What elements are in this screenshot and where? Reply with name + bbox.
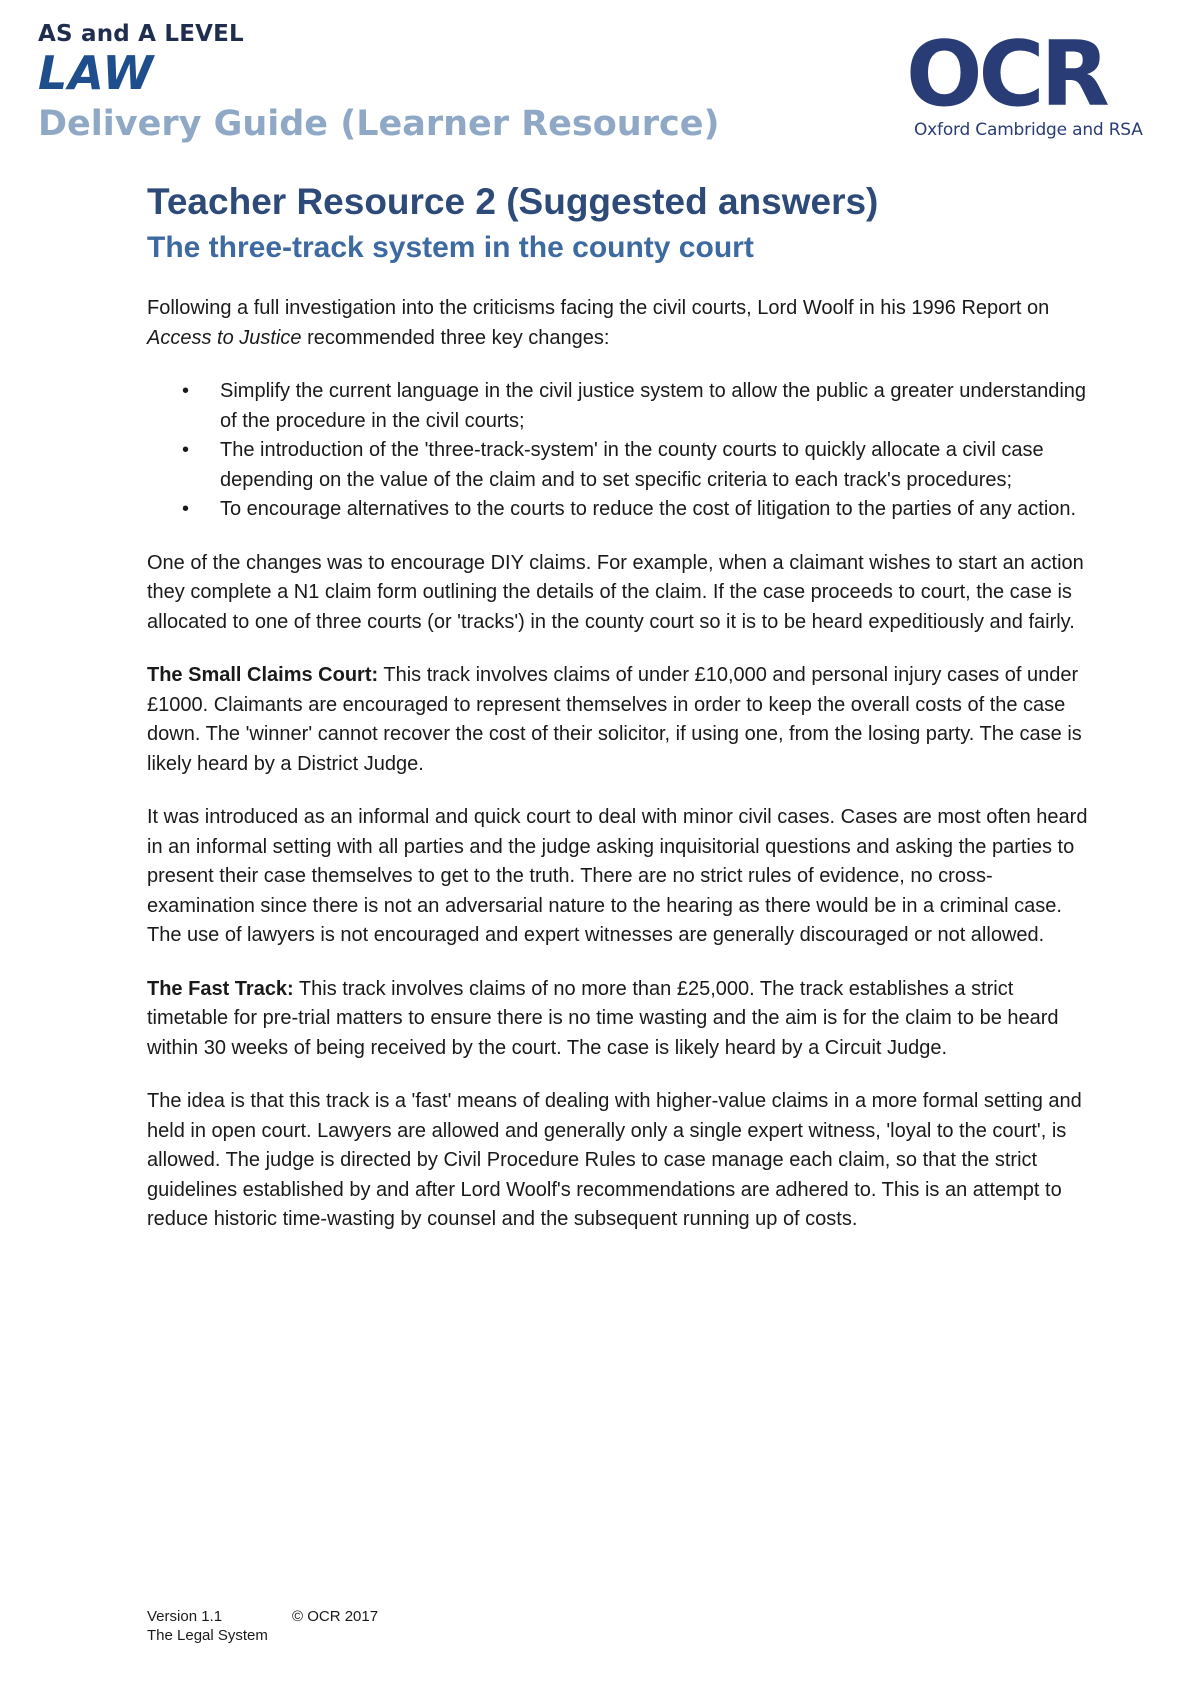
bullet-icon: • — [182, 498, 190, 520]
ocr-logo — [906, 22, 1168, 140]
list-item-text: Simplify the current language in the civil justice system to allow the public a greater understanding of the procedure in the civil courts; — [220, 380, 1087, 432]
fast-track-text: This track involves claims of no more than £25,000. The track establishes a strict timetable for pre-trial matters to ensure there is no time wasting and the aim is for the claim to be heard within 30 weeks of being received by the court. The case is likely heard by a Circuit Judge. — [147, 977, 1059, 1059]
small-claims-text: This track involves claims of under £10,000 and personal injury cases of under £1000. Claimants are encouraged to represent themselves in order to keep the overall costs of the case down. The 'winner' cannot recover the cost of their solicitor, if using one, from the losing party. The case is likely heard by a District Judge. — [147, 664, 1082, 775]
logo-wordmark: OCR — [906, 22, 1106, 127]
informal-court-paragraph: It was introduced as an informal and quick court to deal with minor civil cases. Cases are most often heard in an informal setting with all parties and the judge asking inquisitorial questions and asking the parties to present their case themselves to get to the truth. There are no strict rules of evidence, no cross-examination since there is not an adversarial nature to the hearing as there would be in a criminal case. The use of lawyers is not encouraged and expert witnesses are generally discouraged or not allowed. — [147, 806, 1088, 946]
page-subtitle: The three-track system in the county court — [147, 231, 754, 264]
document-body — [147, 180, 1097, 1235]
intro-text-start: Following a full investigation into the criticisms facing the civil courts, Lord Woolf in his 1996 Report on — [147, 297, 1050, 319]
list-item — [182, 436, 1097, 495]
intro-text-end: recommended three key changes: — [301, 326, 610, 349]
version-label: Version 1.1 — [147, 1608, 223, 1625]
report-title: Access to Justice — [147, 326, 302, 349]
key-changes-list — [147, 377, 1097, 525]
intro-paragraph — [147, 294, 1097, 353]
list-item — [182, 377, 1097, 436]
small-claims-heading: The Small Claims Court: — [147, 664, 379, 686]
page-title: Teacher Resource 2 (Suggested answers) — [147, 181, 879, 222]
diy-claims-paragraph: One of the changes was to encourage DIY claims. For example, when a claimant wishes to start an action they complete a N1 claim form outlining the details of the claim. If the case proceeds to court, the case is allocated to one of three courts (or 'tracks') in the county court so it is to be heard expeditiously and fairly. — [147, 551, 1084, 633]
subject-title: LAW — [38, 46, 155, 100]
fast-track-idea-paragraph: The idea is that this track is a 'fast' means of dealing with higher-value claims in a more formal setting and held in open court. Lawyers are allowed and generally only a single expert witness, 'loyal to the court', is allowed. The judge is directed by Civil Procedure Rules to case manage each claim, so that the strict guidelines established by and after Lord Woolf's recommendations are adhered to. This is an attempt to reduce historic time-wasting by counsel and the subsequent running up of costs. — [147, 1090, 1082, 1230]
guide-title: Delivery Guide (Learner Resource) — [38, 104, 720, 144]
section-label: The Legal System — [147, 1627, 268, 1644]
qualification-level: AS and A LEVEL — [38, 21, 244, 47]
bullet-icon: • — [182, 380, 190, 402]
list-item-text: The introduction of the 'three-track-system' in the county courts to quickly allocate a civil case depending on the value of the claim and to set specific criteria to each track's procedures; — [220, 439, 1044, 491]
bullet-icon: • — [182, 439, 190, 461]
fast-track-paragraph — [147, 975, 1097, 1064]
copyright-label: © OCR 2017 — [292, 1608, 379, 1625]
small-claims-paragraph — [147, 661, 1097, 779]
list-item — [182, 495, 1097, 525]
document-header — [38, 20, 719, 146]
fast-track-heading: The Fast Track: — [147, 977, 294, 1000]
page-footer — [147, 1607, 379, 1645]
list-item-text: To encourage alternatives to the courts to reduce the cost of litigation to the parties of any action. — [220, 498, 1077, 520]
logo-tagline: Oxford Cambridge and RSA — [914, 120, 1143, 140]
